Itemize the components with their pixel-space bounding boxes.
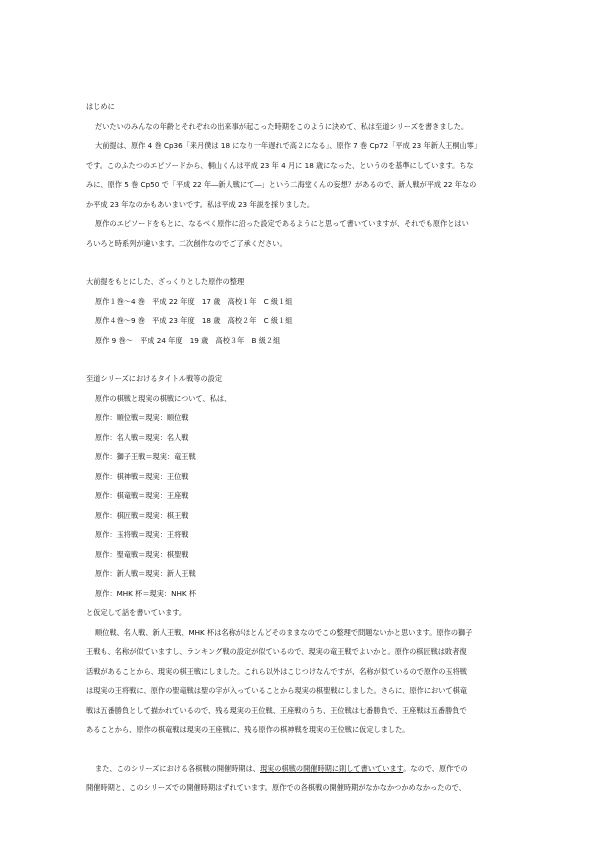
title-mapping: 原作：名人戦＝現実：名人戦 [95,433,189,442]
schedule-underlined-text: 現実の棋戦の開催時期に則して書いています [259,764,404,773]
intro-paragraph-2-line-1: 大前提は、原作 4 巻 Cp36「来月僕は 18 になり一年遅れで高２になる」、原作 7 巻 Cp72「平成 23 年新人王桐山零」 [95,141,482,150]
intro-paragraph-2-line-2: です。このふたつのエピソードから、桐山くんは平成 23 年 4 月に 18 歳になった、というのを基準にしています。ちな [86,161,474,170]
timeline-row: 原作４巻～9 巻 平成 23 年度 18 歳 高校２年 C 級１組 [95,316,293,325]
timeline-heading: 大前提をもとにした、ざっくりとした原作の整理 [86,277,245,286]
intro-paragraph-3-line-1: 原作のエピソードをもとに、なるべく原作に沿った設定であるようにと思って書いていますが、それでも原作とはい [95,219,469,228]
titles-heading: 至道シリーズにおけるタイトル戦等の設定 [86,374,223,383]
title-mapping: 原作：玉将戦＝現実：王将戦 [95,530,189,539]
title-mapping: 原作：棋竜戦＝現実：王座戦 [95,491,189,500]
timeline-row: 原作 9 巻～ 平成 24 年度 19 歳 高校３年 B 級２組 [95,336,281,345]
titles-paragraph-line-4: は現実の王将戦に、原作の聖竜戦は聖の字が入っていることから現実の棋聖戦にしました。さらに、原作において棋竜 [86,686,467,695]
schedule-text: また、このシリーズにおける各棋戦の開催時期は、 [95,764,260,773]
title-mapping: 原作：獅子王戦＝現実：竜王戦 [95,452,196,461]
intro-paragraph-1: だいたいのみんなの年齢とそれぞれの出来事が起こった時期をこのように決めて、私は至道シリーズを書きました。 [95,122,469,131]
intro-paragraph-3-line-2: ろいろと時系列が違います。二次創作なのでご了承ください。 [86,239,287,248]
titles-closing: と仮定して話を書いています。 [86,608,187,617]
title-mapping: 原作：棋神戦＝現実：王位戦 [95,472,189,481]
titles-paragraph-line-6: あることから、原作の棋竜戦は現実の王座戦に、残る原作の棋神戦を現実の王位戦に仮定しました。 [86,725,410,734]
titles-paragraph-line-2: 王戦も、名称が似ていますし、ランキング戦の設定が似ているので、現実の竜王戦でよいかと。原作の棋匠戦は敗者復 [86,647,467,656]
title-mapping: 原作：聖竜戦＝現実：棋聖戦 [95,550,189,559]
timeline-row: 原作１巻～4 巻 平成 22 年度 17 歳 高校１年 C 級１組 [95,297,293,306]
title-mapping: 原作：棋匠戦＝現実：棋王戦 [95,511,189,520]
titles-paragraph-line-5: 戦は五番勝負として描かれているので、残る現実の王位戦、王座戦のうち、王位戦は七番勝負で、王座戦は五番勝負で [86,706,467,715]
schedule-paragraph-line-2: 開催時期と、このシリーズでの開催時期はずれています。原作での各棋戦の開催時期がなかなかつかめなかったので、 [86,783,466,792]
titles-paragraph-line-1: 順位戦、名人戦、新人王戦、MHK 杯は名称がほとんどそのままなのでこの整理で問題ないかと思います。原作の獅子 [95,628,473,637]
intro-paragraph-2-line-4: か平成 23 年なのかもあいまいです。私は平成 23 年説を採りました。 [86,200,315,209]
schedule-paragraph-line-1 [95,765,468,772]
intro-paragraph-2-line-3: みに、原作 5 巻 Cp50 で「平成 22 年―新人戦にて―」という二海堂くんの妄想？があるので、新人戦が平成 22 年なの [86,180,477,189]
title-mapping: 原作：MHK 杯＝現実：NHK 杯 [95,589,197,598]
titles-paragraph-line-3: 活戦があることから、現実の棋王戦にしました。これら以外はこじつけなんですが、名称が似ているので原作の玉将戦 [86,667,467,676]
titles-lead: 原作の棋戦と現実の棋戦について、私は、 [95,394,232,403]
title-mapping: 原作：順位戦＝現実：順位戦 [95,413,189,422]
title-mapping: 原作：新人戦＝現実：新人王戦 [95,569,196,578]
schedule-text: 。なので、原作での [403,764,468,773]
intro-heading: はじめに [86,102,115,111]
